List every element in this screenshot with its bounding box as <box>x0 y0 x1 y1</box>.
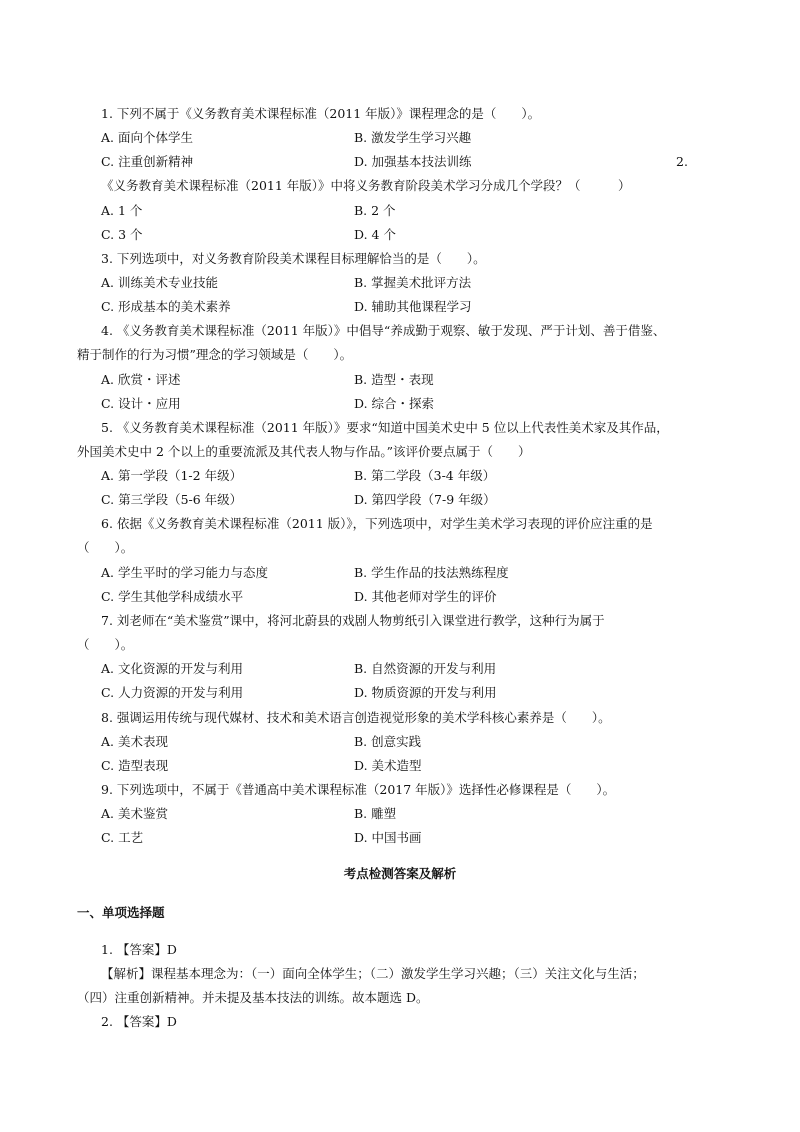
option-8b: B. 创意实践 <box>354 734 422 749</box>
option-2b: B. 2 个 <box>354 203 396 218</box>
question-7-cont: （ ）。 <box>77 637 134 652</box>
question-2-number: 2. <box>676 154 688 169</box>
question-4: 4. 《义务教育美术课程标准（2011 年版）》中倡导“养成勤于观察、敏于发现、严于计划、善于借鉴、 <box>101 323 666 338</box>
question-8: 8. 强调运用传统与现代媒材、技术和美术语言创造视觉形象的美术学科核心素养是（ ）。 <box>101 710 611 725</box>
option-9a: A. 美术鉴赏 <box>101 806 168 821</box>
option-3b: B. 掌握美术批评方法 <box>354 275 472 290</box>
option-2c: C. 3 个 <box>101 227 143 242</box>
option-7d: D. 物质资源的开发与利用 <box>354 685 497 700</box>
option-7b: B. 自然资源的开发与利用 <box>354 661 497 676</box>
option-8d: D. 美术造型 <box>354 758 422 773</box>
option-8c: C. 造型表现 <box>101 758 169 773</box>
option-7c: C. 人力资源的开发与利用 <box>101 685 244 700</box>
option-3c: C. 形成基本的美术素养 <box>101 299 231 314</box>
option-3d: D. 辅助其他课程学习 <box>354 299 472 314</box>
option-9b: B. 雕塑 <box>354 806 397 821</box>
option-9d: D. 中国书画 <box>354 830 422 845</box>
option-4d: D. 综合・探索 <box>354 396 435 411</box>
question-6: 6. 依据《义务教育美术课程标准（2011 版）》，下列选项中，对学生美术学习表现的评价应注重的是 <box>101 516 653 531</box>
question-9: 9. 下列选项中，不属于《普通高中美术课程标准（2017 年版）》选择性必修课程是（ ）。 <box>101 782 616 797</box>
option-2a: A. 1 个 <box>101 203 143 218</box>
section-title: 一、单项选择题 <box>77 905 165 920</box>
option-6a: A. 学生平时的学习能力与态度 <box>101 565 268 580</box>
option-6c: C. 学生其他学科成绩水平 <box>101 589 244 604</box>
question-2: 《义务教育美术课程标准（2011 年版）》中将义务教育阶段美术学习分成几个学段？（ ） <box>101 178 631 193</box>
option-8a: A. 美术表现 <box>101 734 168 749</box>
question-5: 5. 《义务教育美术课程标准（2011 年版）》要求“知道中国美术史中 5 位以上代表性美术家及其作品， <box>101 420 669 435</box>
answer-2: 2. 【答案】D <box>101 1014 177 1029</box>
option-9c: C. 工艺 <box>101 830 144 845</box>
option-6d: D. 其他老师对学生的评价 <box>354 589 497 604</box>
option-5a: A. 第一学段（1-2 年级） <box>101 468 243 483</box>
option-1b: B. 激发学生学习兴趣 <box>354 130 472 145</box>
answers-title: 考点检测答案及解析 <box>343 866 457 881</box>
option-4c: C. 设计・应用 <box>101 396 181 411</box>
option-3a: A. 训练美术专业技能 <box>101 275 218 290</box>
option-5c: C. 第三学段（5-6 年级） <box>101 492 243 507</box>
question-7: 7. 刘老师在“美术鉴赏”课中，将河北蔚县的戏剧人物剪纸引入课堂进行教学，这种行为属于 <box>101 613 605 628</box>
option-2d: D. 4 个 <box>354 227 396 242</box>
question-1: 1. 下列不属于《义务教育美术课程标准（2011 年版）》课程理念的是（ ）。 <box>101 106 541 121</box>
question-3: 3. 下列选项中，对义务教育阶段美术课程目标理解恰当的是（ ）。 <box>101 251 486 266</box>
option-1c: C. 注重创新精神 <box>101 154 194 169</box>
option-5b: B. 第二学段（3-4 年级） <box>354 468 496 483</box>
explanation-1-cont: （四）注重创新精神。并未提及基本技法的训练。故本题选 D。 <box>77 990 429 1005</box>
explanation-1: 【解析】课程基本理念为：（一）面向全体学生；（二）激发学生学习兴趣；（三）关注文化与生活； <box>101 966 645 981</box>
option-1a: A. 面向个体学生 <box>101 130 193 145</box>
question-5-cont: 外国美术史中 2 个以上的重要流派及其代表人物与作品。”该评价要点属于（ ） <box>77 444 531 459</box>
option-5d: D. 第四学段（7-9 年级） <box>354 492 496 507</box>
option-4b: B. 造型・表现 <box>354 372 434 387</box>
option-1d: D. 加强基本技法训练 <box>354 154 472 169</box>
answer-1: 1. 【答案】D <box>101 942 177 957</box>
option-6b: B. 学生作品的技法熟练程度 <box>354 565 509 580</box>
question-6-cont: （ ）。 <box>77 540 134 555</box>
question-4-cont: 精于制作的行为习惯”理念的学习领域是（ ）。 <box>77 347 353 362</box>
option-7a: A. 文化资源的开发与利用 <box>101 661 243 676</box>
option-4a: A. 欣赏・评述 <box>101 372 181 387</box>
